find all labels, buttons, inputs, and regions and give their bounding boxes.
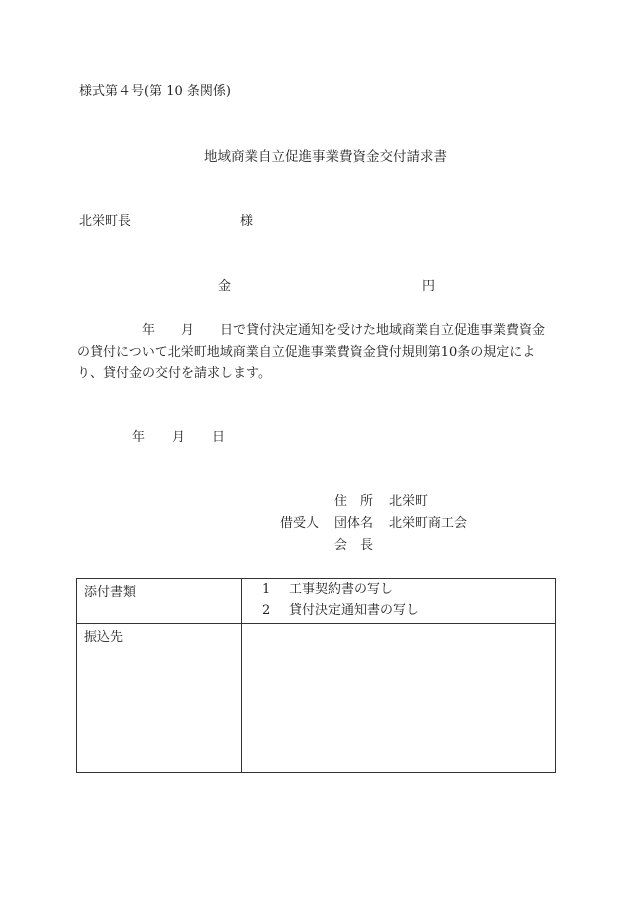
form-number: 様式第４号(第 10 条関係) <box>79 84 231 99</box>
date-day: 日 <box>212 430 226 445</box>
attachment-item <box>242 579 555 600</box>
attachments-table <box>76 578 556 773</box>
attachment-number: 2 <box>262 603 271 618</box>
document-title: 地域商業自立促進事業費資金交付請求書 <box>204 149 447 165</box>
date-year: 年 <box>132 430 146 445</box>
attachments-label: 添付書類 <box>77 579 242 624</box>
addressee: 北栄町長 <box>79 214 132 229</box>
address-label: 住 所 <box>334 494 374 509</box>
transfer-row <box>77 624 556 773</box>
organization-label: 団体名 <box>334 516 374 531</box>
attachment-number: 1 <box>262 582 271 597</box>
address-value: 北栄町 <box>389 494 429 509</box>
amount-suffix: 円 <box>422 279 436 294</box>
attachments-row <box>77 579 556 624</box>
representative-label: 会 長 <box>334 538 374 553</box>
attachments-list <box>242 579 556 624</box>
transfer-field[interactable] <box>242 624 556 773</box>
request-body-text: 年 月 日で貸付決定通知を受けた地域商業自立促進事業費資金 の貸付について北栄町地域商業自立促進事業費資金貸付規則第10条の規定によ り、貸付金の交付を請求します。 <box>77 323 546 381</box>
honorific: 様 <box>240 214 254 229</box>
attachment-text: 工事契約書の写し <box>289 582 394 597</box>
date-month: 月 <box>172 430 186 445</box>
organization-value: 北栄町商工会 <box>389 516 468 531</box>
attachment-text: 貸付決定通知書の写し <box>289 603 420 618</box>
amount-prefix: 金 <box>218 279 232 294</box>
borrower-label: 借受人 <box>280 516 320 531</box>
attachment-item <box>242 600 555 621</box>
transfer-label: 振込先 <box>77 624 242 773</box>
